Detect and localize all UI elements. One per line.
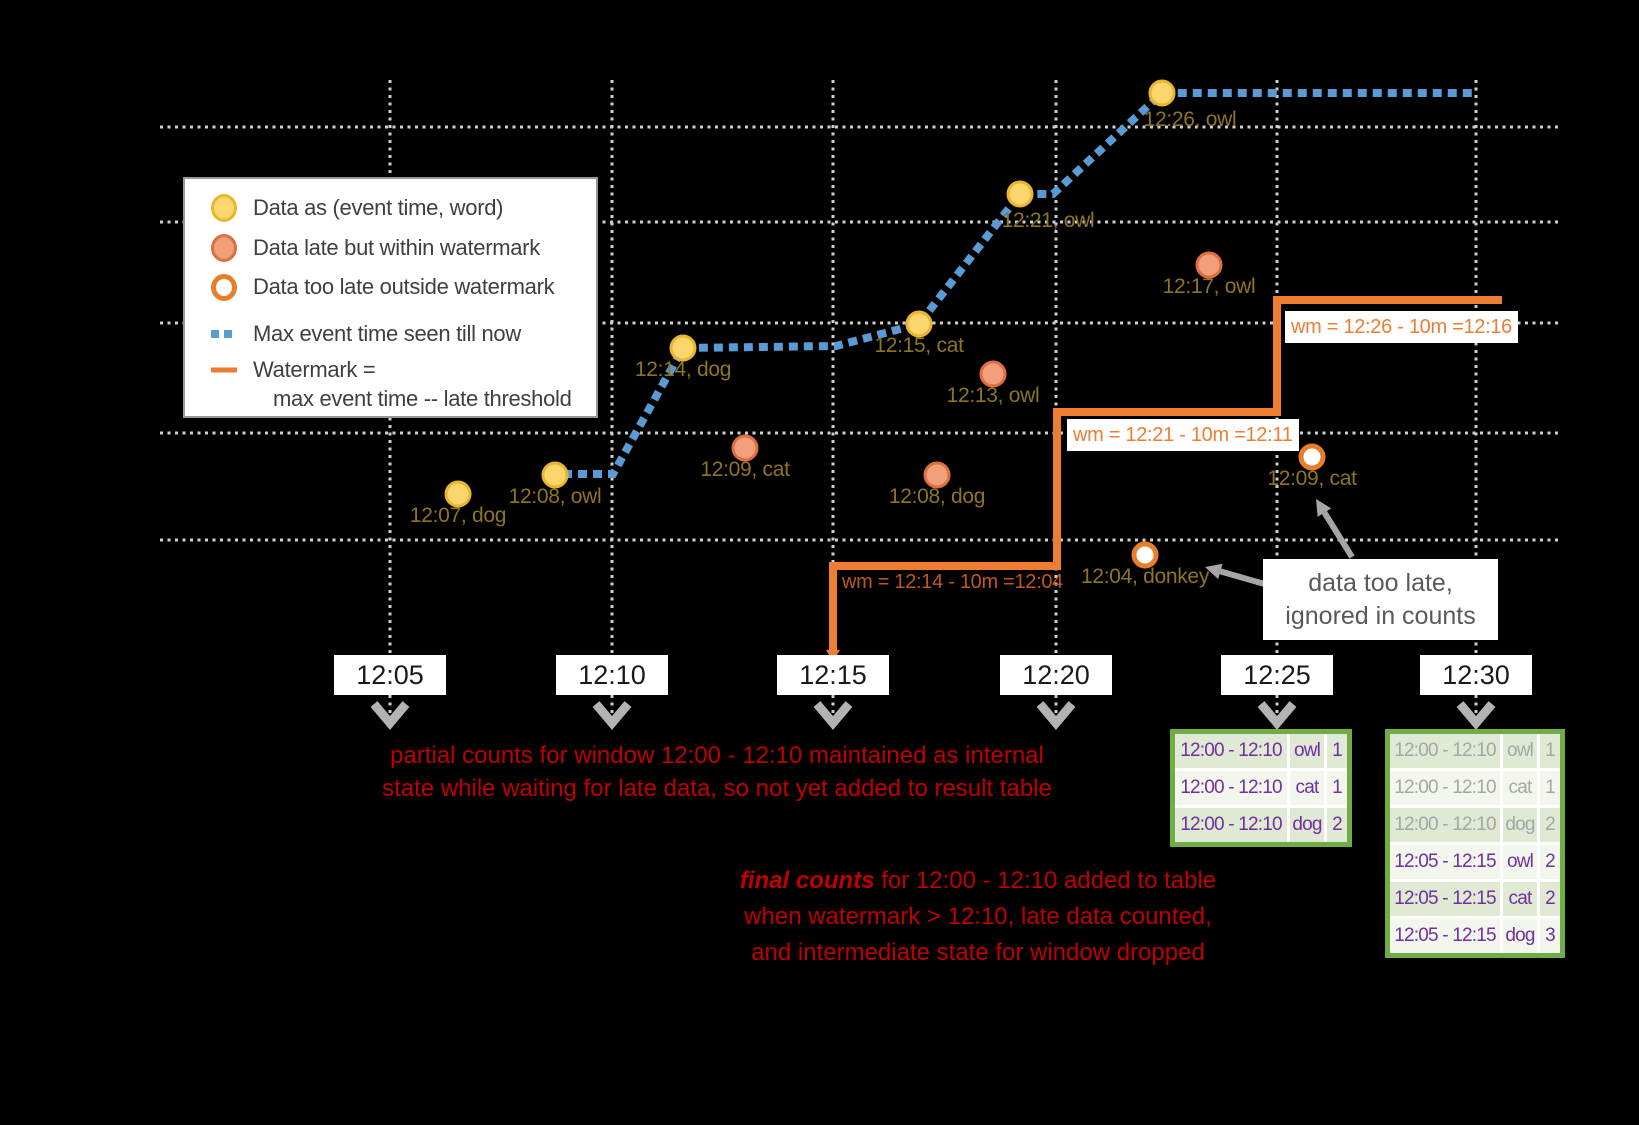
result-cell-word: dog — [1503, 919, 1537, 953]
time-tick-12:15: 12:15 — [777, 655, 889, 695]
too-late-note — [1263, 559, 1498, 640]
result-cell-count: 2 — [1327, 808, 1347, 842]
result-cell-count: 2 — [1540, 845, 1560, 879]
result-cell-count: 1 — [1540, 771, 1560, 805]
result-cell-word: dog — [1503, 808, 1537, 842]
result-cell-word: dog — [1290, 808, 1324, 842]
data-point-ontime — [671, 336, 695, 360]
result-cell-count: 1 — [1327, 734, 1347, 768]
data-point-label: 12:08, owl — [508, 485, 602, 508]
legend-item-late — [211, 235, 540, 261]
result-table-2 — [1385, 729, 1565, 958]
tick-arrow-icon — [1460, 704, 1492, 723]
data-point-label: 12:09, cat — [700, 458, 790, 481]
data-point-ontime — [446, 482, 470, 506]
result-cell-window: 12:00 - 12:10 — [1175, 734, 1287, 768]
legend-label: Max event time seen till now — [253, 321, 521, 346]
partial-counts-line1: partial counts for window 12:00 - 12:10 maintained as internal — [390, 742, 1044, 769]
watermark-label-3: wm = 12:26 - 10m =12:16 — [1285, 311, 1518, 343]
result-cell-count: 2 — [1540, 882, 1560, 916]
final-counts-line1 — [740, 863, 1216, 899]
legend-item-watermark — [211, 357, 375, 383]
legend-label: Data as (event time, word) — [253, 195, 504, 220]
data-point-late — [981, 362, 1005, 386]
annotation-arrow — [1220, 571, 1268, 585]
result-cell-word: cat — [1503, 771, 1537, 805]
annotation-arrow — [1324, 513, 1352, 557]
time-tick-12:30: 12:30 — [1420, 655, 1532, 695]
result-cell-word: owl — [1290, 734, 1324, 768]
partial-counts-line2: state while waiting for late data, so not yet added to result table — [382, 775, 1052, 802]
data-point-label: 12:09, cat — [1267, 467, 1357, 490]
data-point-label: 12:07, dog — [409, 504, 507, 527]
data-point-label: 12:13, owl — [946, 384, 1040, 407]
result-cell-word: owl — [1503, 845, 1537, 879]
data-point-toolate — [1134, 544, 1156, 566]
data-point-label: 12:08, dog — [888, 485, 986, 508]
too-late-note-line1: data too late, — [1308, 568, 1453, 597]
result-cell-word: owl — [1503, 734, 1537, 768]
result-cell-window: 12:00 - 12:10 — [1175, 808, 1287, 842]
result-cell-window: 12:05 - 12:15 — [1390, 919, 1500, 953]
result-cell-word: cat — [1503, 882, 1537, 916]
data-point-ontime — [1008, 182, 1032, 206]
data-point-label: 12:21, owl — [1001, 209, 1095, 232]
result-cell-word: cat — [1290, 771, 1324, 805]
data-point-label: 12:04, donkey — [1080, 565, 1210, 588]
watermark-line-icon — [211, 357, 237, 383]
legend — [183, 177, 598, 418]
time-tick-12:10: 12:10 — [556, 655, 668, 695]
tick-arrow-icon — [1040, 704, 1072, 723]
legend-item-toolate — [211, 274, 554, 300]
result-cell-count: 2 — [1540, 808, 1560, 842]
data-point-late — [733, 436, 757, 460]
data-point-toolate — [1301, 446, 1323, 468]
ontime-dot-icon — [211, 195, 237, 221]
watermark-label-1: wm = 12:14 - 10m =12:04 — [842, 571, 1064, 593]
toolate-dot-icon — [211, 274, 237, 300]
too-late-note-line2: ignored in counts — [1285, 601, 1476, 630]
data-point-label: 12:15, cat — [874, 334, 964, 357]
result-cell-window: 12:05 - 12:15 — [1390, 845, 1500, 879]
data-point-late — [925, 463, 949, 487]
data-point-label: 12:17, owl — [1162, 275, 1256, 298]
data-point-ontime — [1150, 81, 1174, 105]
result-cell-window: 12:00 - 12:10 — [1390, 808, 1500, 842]
data-point-label: 12:26, owl — [1143, 108, 1237, 131]
result-cell-count: 1 — [1540, 734, 1560, 768]
tick-arrow-icon — [1261, 704, 1293, 723]
result-cell-window: 12:05 - 12:15 — [1390, 882, 1500, 916]
max-event-time-line — [548, 93, 1477, 474]
max-event-line-icon — [211, 321, 237, 347]
data-point-label: 12:14, dog — [634, 358, 732, 381]
legend-item-max-event-line — [211, 321, 521, 347]
time-tick-12:05: 12:05 — [334, 655, 446, 695]
tick-arrow-icon — [596, 704, 628, 723]
tick-arrow-icon — [374, 704, 406, 723]
result-cell-window: 12:00 - 12:10 — [1175, 771, 1287, 805]
partial-counts-note — [382, 739, 1052, 805]
legend-item-ontime — [211, 195, 503, 221]
data-point-ontime — [543, 463, 567, 487]
data-point-late — [1197, 253, 1221, 277]
final-counts-line2: when watermark > 12:10, late data counted, — [744, 903, 1212, 930]
result-table-1 — [1170, 729, 1352, 847]
legend-item-watermark-line2 — [273, 386, 572, 412]
time-tick-12:20: 12:20 — [1000, 655, 1112, 695]
legend-label: Data late but within watermark — [253, 235, 540, 260]
final-counts-line3: and intermediate state for window dropped — [751, 939, 1205, 966]
tick-arrow-icon — [817, 704, 849, 723]
final-counts-note — [740, 863, 1216, 971]
result-cell-count: 3 — [1540, 919, 1560, 953]
legend-label: max event time -- late threshold — [273, 386, 572, 411]
final-counts-line1-rest: for 12:00 - 12:10 added to table — [874, 867, 1217, 894]
time-tick-12:25: 12:25 — [1221, 655, 1333, 695]
result-cell-window: 12:00 - 12:10 — [1390, 771, 1500, 805]
watermark-label-2: wm = 12:21 - 10m =12:11 — [1067, 419, 1299, 451]
legend-label: Watermark = — [253, 357, 376, 382]
legend-label: Data too late outside watermark — [253, 274, 555, 299]
late-dot-icon — [211, 235, 237, 261]
result-cell-count: 1 — [1327, 771, 1347, 805]
final-counts-emphasis: final counts — [739, 867, 875, 894]
result-cell-window: 12:00 - 12:10 — [1390, 734, 1500, 768]
data-point-ontime — [907, 312, 931, 336]
